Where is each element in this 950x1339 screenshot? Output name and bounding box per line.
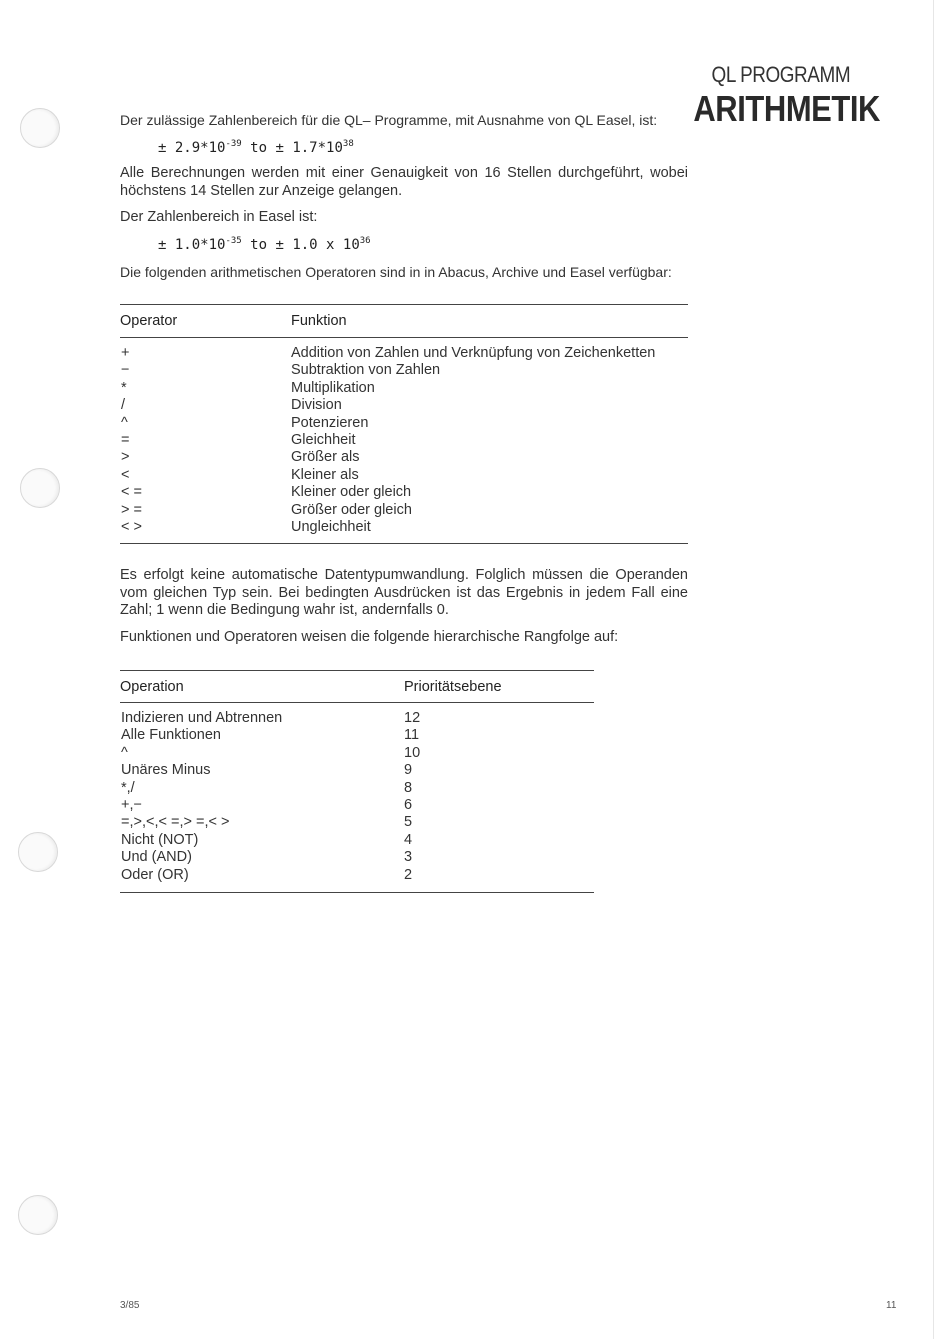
table-rule-header xyxy=(120,337,688,338)
operation-name: Und (AND) xyxy=(121,849,192,866)
priority-level: 10 xyxy=(404,744,421,761)
operator-function: Kleiner als xyxy=(291,466,359,483)
operation-name: Unäres Minus xyxy=(121,762,211,779)
operation-name: =,>,<,< =,> =,< > xyxy=(121,814,230,831)
formula-value: 1.0*10 xyxy=(174,237,226,253)
priority-column-header: Prioritätsebene xyxy=(404,679,502,695)
operator-function: Gleichheit xyxy=(291,432,356,448)
operator-symbol: > = xyxy=(121,501,142,518)
operator-symbol: < xyxy=(121,466,130,483)
operators-sentence: Die folgenden arithmetischen Operatoren sind in in Abacus, Archive und Easel verfügbar: xyxy=(120,264,672,280)
operation-column-header: Operation xyxy=(120,679,184,695)
operator-function: Größer als xyxy=(291,449,360,466)
plus-minus-sign: ± xyxy=(158,140,167,156)
operator-symbol: − xyxy=(121,362,130,379)
footer-date: 3/85 xyxy=(120,1300,140,1311)
precision-paragraph: Alle Berechnungen werden mit einer Genauigkeit von 16 Stellen durchgeführt, wobei höchstens 14 Stellen zur Anzeige gelangen. xyxy=(120,165,688,199)
operator-function: Ungleichheit xyxy=(291,519,371,535)
formula-value: 2.9*10 xyxy=(174,140,226,156)
operator-symbol: * xyxy=(121,379,127,396)
formula-exponent: 38 xyxy=(342,139,354,149)
operation-name: Indizieren und Abtrennen xyxy=(121,710,283,726)
page-edge xyxy=(933,0,934,1339)
priority-level: 8 xyxy=(404,779,413,796)
page-title: ARITHMETIK xyxy=(693,88,880,129)
priority-rule-header xyxy=(120,702,594,703)
conversion-paragraph: Es erfolgt keine automatische Datentypumwandlung. Folglich müssen die Operanden vom gleichen Typ sein. Bei bedingten Ausdrücken ist das Ergebnis in jedem Fall eine Zahl; 1 wenn die Bedingung wahr ist, andernfalls 0. xyxy=(120,567,688,618)
priority-level: 9 xyxy=(404,762,413,779)
priority-rule-top xyxy=(120,670,594,671)
operator-function: Potenzieren xyxy=(291,414,369,431)
operation-name: Alle Funktionen xyxy=(121,727,221,744)
operator-symbol: < > xyxy=(121,519,142,535)
formula-exponent: -35 xyxy=(225,236,242,246)
formula-exponent: 36 xyxy=(359,236,371,246)
formula-value: 1.0 x 10 xyxy=(292,237,360,253)
range-sentence: Der zulässige Zahlenbereich für die QL– Programme, mit Ausnahme von QL Easel, ist: xyxy=(120,112,658,128)
table-rule-top xyxy=(120,304,688,305)
priority-level: 2 xyxy=(404,866,413,883)
priority-level: 3 xyxy=(404,849,413,866)
formula-value: 1.7*10 xyxy=(292,140,343,156)
operator-symbol: < = xyxy=(121,484,142,501)
priority-rule-bottom xyxy=(120,892,594,893)
priority-level: 4 xyxy=(404,831,413,848)
priority-level: 6 xyxy=(404,797,413,813)
operator-function: Multiplikation xyxy=(291,379,375,396)
operator-symbol: > xyxy=(121,449,130,466)
operation-name: +,− xyxy=(121,797,142,813)
operator-symbol: = xyxy=(121,432,130,448)
operator-function: Division xyxy=(291,397,342,414)
binder-hole xyxy=(20,108,60,148)
operation-name: Oder (OR) xyxy=(121,866,189,883)
operator-column-header: Operator xyxy=(120,313,178,329)
binder-hole xyxy=(18,1195,58,1235)
easel-range-formula xyxy=(158,236,371,253)
easel-range-sentence: Der Zahlenbereich in Easel ist: xyxy=(120,209,318,225)
function-column-header: Funktion xyxy=(291,313,347,329)
plus-minus-sign: ± xyxy=(275,140,284,156)
hierarchy-sentence: Funktionen und Operatoren weisen die folgende hierarchische Rangfolge auf: xyxy=(120,629,619,645)
plus-minus-sign: ± xyxy=(275,237,284,253)
range-formula xyxy=(158,139,354,156)
table-rule-bottom xyxy=(120,543,688,544)
operator-symbol: / xyxy=(121,397,126,414)
binder-hole xyxy=(18,832,58,872)
operator-symbol: + xyxy=(121,345,130,361)
formula-to: to xyxy=(250,237,268,253)
operation-name: *,/ xyxy=(121,779,135,796)
operator-function: Subtraktion von Zahlen xyxy=(291,362,441,379)
page-number: 11 xyxy=(886,1300,897,1311)
operation-name: Nicht (NOT) xyxy=(121,831,199,848)
section-header: QL PROGRAMM xyxy=(711,62,850,87)
priority-level: 12 xyxy=(404,710,421,726)
formula-to: to xyxy=(250,140,268,156)
operation-name: ^ xyxy=(121,744,128,761)
operator-function: Größer oder gleich xyxy=(291,501,412,518)
formula-exponent: -39 xyxy=(225,139,242,149)
priority-level: 5 xyxy=(404,814,413,831)
binder-hole xyxy=(20,468,60,508)
operator-symbol: ^ xyxy=(121,414,128,431)
priority-level: 11 xyxy=(404,727,420,744)
operator-function: Addition von Zahlen und Verknüpfung von Zeichenketten xyxy=(291,345,656,361)
plus-minus-sign: ± xyxy=(158,237,167,253)
operator-function: Kleiner oder gleich xyxy=(291,484,412,501)
